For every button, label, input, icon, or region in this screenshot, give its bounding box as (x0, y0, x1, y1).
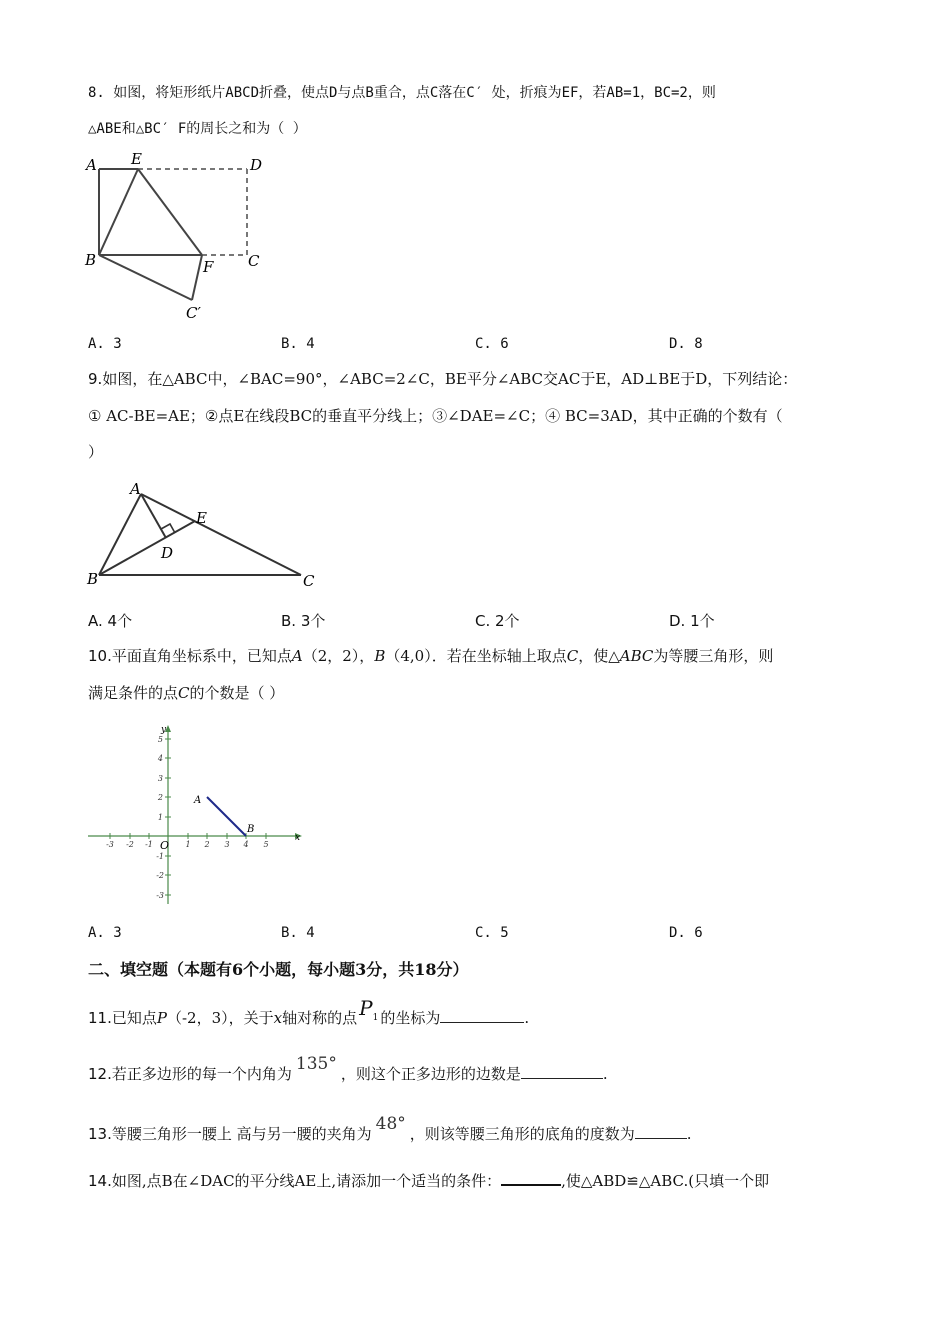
q9-label-c: C (303, 572, 315, 590)
q10-option-c[interactable]: C. 5 (475, 925, 509, 941)
section2-heading: 二、填空题（本题有6个小题，每小题3分，共18分） (88, 960, 469, 979)
q14-answer-blank[interactable] (501, 1170, 561, 1186)
q12-stem: 12.若正多边形的每一个内角为 135° ，则这个正多边形的边数是 . (88, 1054, 608, 1083)
q8-option-a[interactable]: A. 3 (88, 336, 122, 352)
q12-angle: 135° (295, 1054, 337, 1074)
q8-option-b[interactable]: B. 4 (281, 336, 315, 352)
p1-symbol: $P_1$ (359, 996, 379, 1023)
q13-angle: 48° (375, 1114, 406, 1134)
y-tick-5: 5 (157, 735, 163, 744)
y-tick-neg1: -1 (156, 852, 164, 861)
q9-option-d[interactable]: D. 1个 (669, 612, 715, 630)
y-tick-neg3: -3 (156, 891, 164, 900)
y-tick-4: 4 (157, 754, 163, 763)
q10-option-b[interactable]: B. 4 (281, 925, 315, 941)
q8-label-c: C (248, 252, 260, 270)
q8-figure (82, 148, 282, 332)
q14-stem: 14.如图,点B在∠DAC的平分线AE上,请添加一个适当的条件： ,使△ABD≌△ABC.(只填一个即 (88, 1172, 770, 1190)
q9-option-a[interactable]: A. 4个 (88, 612, 133, 630)
q8-label-d: D (250, 156, 263, 174)
q9-label-e: E (196, 509, 207, 527)
q9-label-b: B (87, 570, 99, 588)
q8-label-e: E (131, 150, 142, 168)
q10-stem-line1: 10.平面直角坐标系中，已知点A（2，2），B（4,0）．若在坐标轴上取点C，使△ABC为等腰三角形，则 (88, 647, 774, 665)
x-tick-4: 4 (243, 840, 249, 849)
q12-answer-blank[interactable] (521, 1064, 603, 1079)
q8-stem-line2: △ABE和△BC′ F的周长之和为（ ） (88, 121, 307, 137)
q9-option-b[interactable]: B. 3个 (281, 612, 326, 630)
q9-stem-line2: ① AC-BE=AE；②点E在线段BC的垂直平分线上；③∠DAE=∠C；④ BC=3AD，其中正确的个数有（ (88, 407, 783, 425)
q8-options (88, 336, 868, 358)
x-tick-3: 3 (224, 840, 230, 849)
q8-label-a: A (86, 156, 97, 174)
q11-stem: 11.已知点P（-2，3），关于x轴对称的点 $P_1$ 的坐标为 . (88, 996, 530, 1027)
x-axis-label: x (295, 833, 301, 843)
q8-option-d[interactable]: D. 8 (669, 336, 703, 352)
q9-option-c[interactable]: C. 2个 (475, 612, 520, 630)
y-tick-2: 2 (157, 793, 163, 802)
q9-figure (82, 476, 322, 595)
q8-label-b: B (85, 251, 97, 269)
point-a-label: A (194, 795, 202, 806)
q13-stem: 13.等腰三角形一腰上 高与另一腰的夹角为 48° ，则该等腰三角形的底角的度数为 . (88, 1114, 692, 1143)
q10-option-a[interactable]: A. 3 (88, 925, 122, 941)
y-tick-neg2: -2 (156, 871, 164, 880)
q10-coordinate-figure (84, 720, 309, 914)
q13-answer-blank[interactable] (635, 1124, 687, 1139)
q8-option-c[interactable]: C. 6 (475, 336, 509, 352)
q9-label-a: A (130, 480, 141, 498)
x-tick-neg1: -1 (145, 840, 153, 849)
q9-label-d: D (161, 544, 174, 562)
x-tick-2: 2 (204, 840, 210, 849)
q9-options (88, 610, 868, 632)
x-tick-5: 5 (263, 840, 269, 849)
point-b-label: B (247, 824, 255, 835)
y-axis-label: y (161, 725, 167, 735)
q10-option-d[interactable]: D. 6 (669, 925, 703, 941)
q10-options (88, 925, 868, 947)
q9-stem-line1: 9.如图，在△ABC中，∠BAC=90°，∠ABC=2∠C，BE平分∠ABC交AC于E，AD⊥BE于D，下列结论： (88, 370, 798, 388)
x-tick-neg3: -3 (106, 840, 114, 849)
y-tick-1: 1 (157, 813, 163, 822)
q8-label-c-prime: C′ (186, 304, 201, 322)
q11-answer-blank[interactable] (440, 1008, 524, 1023)
q10-stem-line2: 满足条件的点C的个数是（ ） (88, 684, 285, 702)
origin-label: O (160, 839, 170, 852)
q9-stem-line3: ） (88, 443, 104, 461)
x-tick-1: 1 (185, 840, 191, 849)
q8-label-f: F (203, 258, 214, 276)
q8-stem-line1: 8. 如图，将矩形纸片ABCD折叠，使点D与点B重合，点C落在C′ 处，折痕为EF，若AB=1，BC=2，则 (88, 85, 716, 101)
y-tick-3: 3 (157, 774, 163, 783)
x-tick-neg2: -2 (126, 840, 134, 849)
